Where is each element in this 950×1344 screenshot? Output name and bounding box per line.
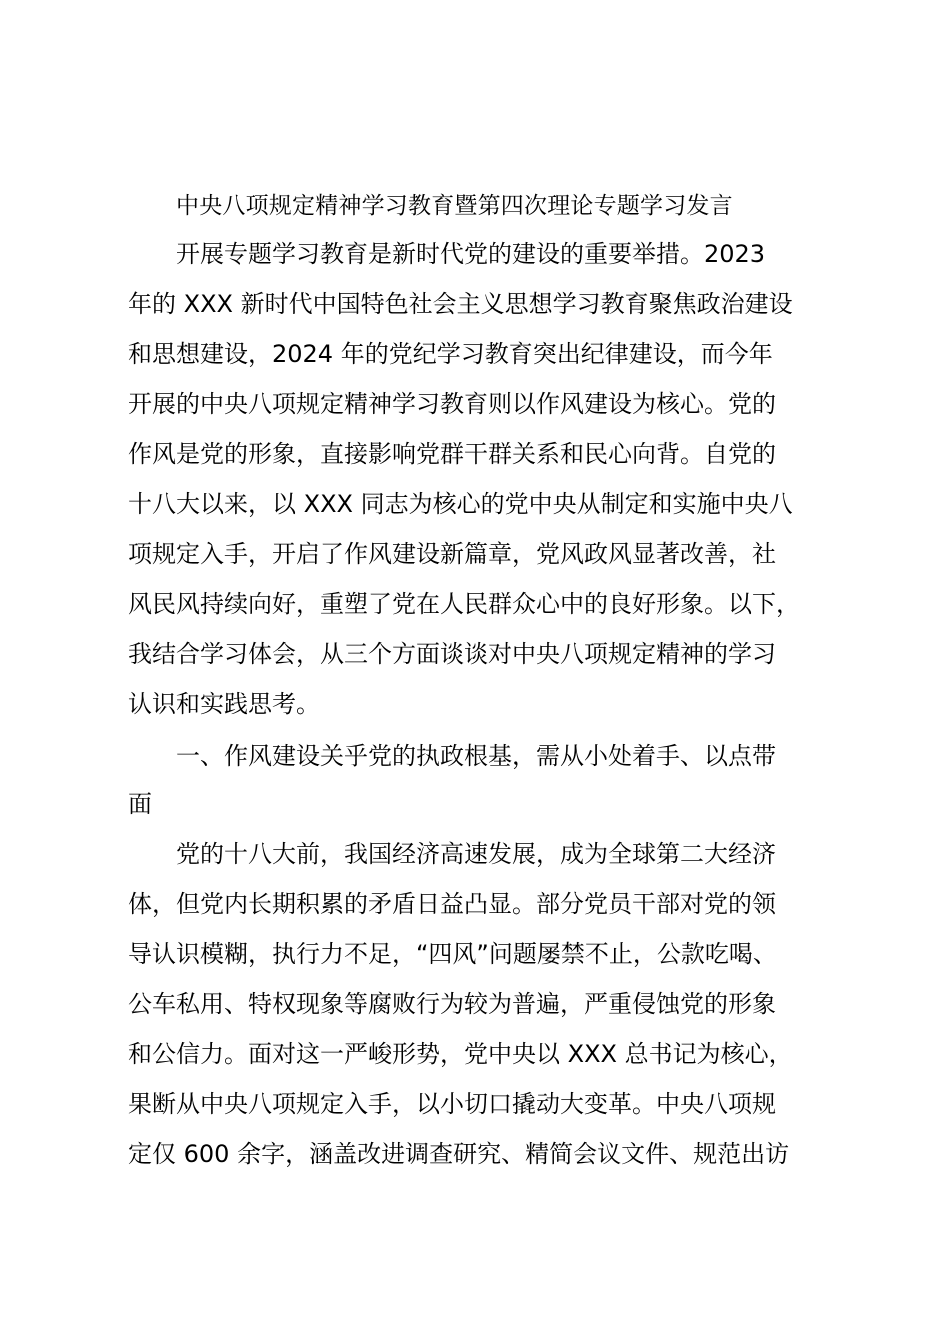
paragraph-line: 风民风持续向好，重塑了党在人民群众心中的良好形象。以下， — [128, 590, 800, 618]
section-heading: 面 — [128, 790, 152, 818]
paragraph-line: 果断从中央八项规定入手，以小切口撬动大变革。中央八项规 — [128, 1090, 776, 1118]
paragraph-line: 定仅 600 余字，涵盖改进调查研究、精简会议文件、规范出访 — [128, 1140, 790, 1168]
paragraph-line: 和思想建设，2024 年的党纪学习教育突出纪律建设，而今年 — [128, 340, 773, 368]
paragraph-line: 认识和实践思考。 — [128, 690, 320, 718]
paragraph-line: 开展的中央八项规定精神学习教育则以作风建设为核心。党的 — [128, 390, 776, 418]
paragraph-line: 年的 XXX 新时代中国特色社会主义思想学习教育聚焦政治建设 — [128, 290, 793, 318]
section-heading: 一、作风建设关乎党的执政根基，需从小处着手、以点带 — [176, 742, 776, 770]
paragraph-line: 导认识模糊，执行力不足，“四风”问题屡禁不止，公款吃喝、 — [128, 940, 777, 968]
paragraph-line: 作风是党的形象，直接影响党群干群关系和民心向背。自党的 — [128, 440, 776, 468]
paragraph-line: 体，但党内长期积累的矛盾日益凸显。部分党员干部对党的领 — [128, 890, 776, 918]
paragraph-line: 和公信力。面对这一严峻形势，党中央以 XXX 总书记为核心， — [128, 1040, 793, 1068]
document-title: 中央八项规定精神学习教育暨第四次理论专题学习发言 — [176, 193, 733, 219]
paragraph-line: 开展专题学习教育是新时代党的建设的重要举措。2023 — [176, 240, 766, 268]
paragraph-line: 党的十八大前，我国经济高速发展，成为全球第二大经济 — [176, 840, 776, 868]
paragraph-line: 项规定入手，开启了作风建设新篇章，党风政风显著改善，社 — [128, 540, 776, 568]
paragraph-line: 公车私用、特权现象等腐败行为较为普遍，严重侵蚀党的形象 — [128, 990, 776, 1018]
paragraph-line: 我结合学习体会，从三个方面谈谈对中央八项规定精神的学习 — [128, 640, 776, 668]
paragraph-line: 十八大以来，以 XXX 同志为核心的党中央从制定和实施中央八 — [128, 490, 793, 518]
